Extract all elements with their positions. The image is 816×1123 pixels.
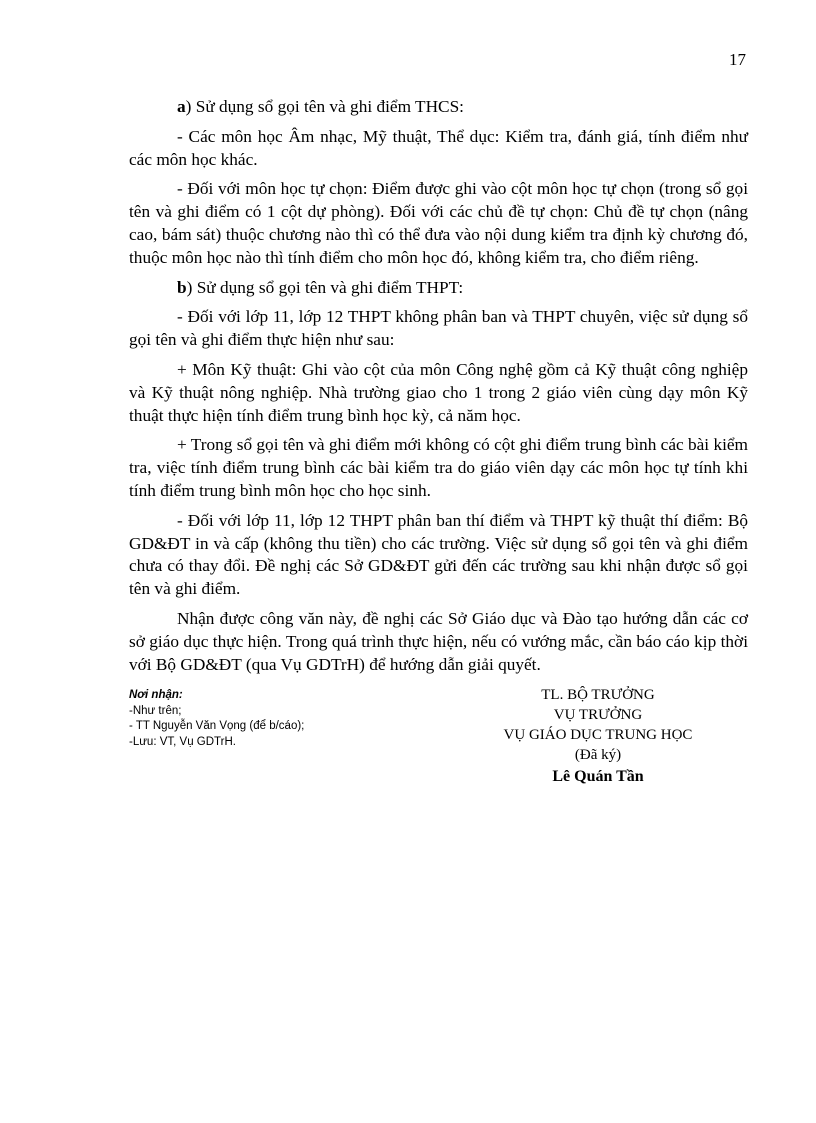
signer-name: Lê Quán Tần <box>552 768 644 785</box>
paragraph: + Trong sổ gọi tên và ghi điểm mới không có cột ghi điểm trung bình các bài kiểm tra, việc tính điểm trung bình các bài kiểm tra do giáo viên dạy các môn học tự tính khi tính điểm trung bình môn học cho học sinh. <box>129 435 748 500</box>
paragraph-section-a-heading <box>129 96 748 119</box>
recipient-line: - TT Nguyễn Văn Vọng (để b/cáo); <box>129 720 305 732</box>
paragraph-text: ) Sử dụng sổ gọi tên và ghi điểm THPT: <box>186 277 464 297</box>
page-number: 17 <box>729 50 746 69</box>
paragraph: + Môn Kỹ thuật: Ghi vào cột của môn Công nghệ gồm cả Kỹ thuật công nghiệp và Kỹ thuật nông nghiệp. Nhà trường giao cho 1 trong 2 giáo viên cùng dạy môn Kỹ thuật thực hiện tính điểm trung bình học kỳ, cả năm học. <box>129 359 748 425</box>
paragraph: - Đối với lớp 11, lớp 12 THPT phân ban thí điểm và THPT kỹ thuật thí điểm: Bộ GD&ĐT in và cấp (không thu tiền) cho các trường. Việc sử dụng sổ gọi tên và ghi điểm chưa có thay đổi. Đề nghị các Sở GD&ĐT gửi đến các trường sau khi nhận được sổ gọi tên và ghi điểm. <box>129 510 748 599</box>
paragraph: - Đối với môn học tự chọn: Điểm được ghi vào cột môn học tự chọn (trong sổ gọi tên và ghi điểm có 1 cột dự phòng). Đối với các chủ đề tự chọn: Chủ đề tự chọn (nâng cao, bám sát) thuộc chương nào thì có thể đưa vào nội dung kiểm tra định kỳ chương đó, thuộc môn học nào thì tính điểm cho môn học đó, không kiểm tra, cho điểm riêng. <box>129 179 748 267</box>
signature-block <box>468 685 728 787</box>
paragraph: - Đối với lớp 11, lớp 12 THPT không phân ban và THPT chuyên, việc sử dụng sổ gọi tên và ghi điểm thực hiện như sau: <box>129 307 748 350</box>
recipients-block <box>129 688 429 750</box>
section-letter: b <box>177 277 187 297</box>
recipient-line: -Lưu: VT, Vụ GDTrH. <box>129 735 236 748</box>
paragraph-closing: Nhận được công văn này, đề nghị các Sở Giáo dục và Đào tạo hướng dẫn các cơ sở giáo dục thực hiện. Trong quá trình thực hiện, nếu có vướng mắc, cần báo cáo kịp thời với Bộ GD&ĐT (qua Vụ GDTrH) để hướng dẫn giải quyết. <box>129 608 748 674</box>
recipient-line: -Như trên; <box>129 704 182 717</box>
section-letter: a <box>177 97 186 116</box>
signature-title-line: VỤ TRƯỞNG <box>553 707 643 723</box>
paragraph-section-b-heading <box>129 277 748 300</box>
signature-note: (Đã ký) <box>574 747 622 763</box>
recipients-title: Nơi nhận: <box>129 689 183 701</box>
document-body <box>129 96 748 683</box>
signature-department: VỤ GIÁO DỤC TRUNG HỌC <box>503 727 693 743</box>
paragraph: - Các môn học Âm nhạc, Mỹ thuật, Thể dục: Kiểm tra, đánh giá, tính điểm như các môn học khác. <box>129 126 748 169</box>
signature-title-line: TL. BỘ TRƯỞNG <box>541 687 655 703</box>
paragraph-text: ) Sử dụng sổ gọi tên và ghi điểm THCS: <box>185 97 464 116</box>
